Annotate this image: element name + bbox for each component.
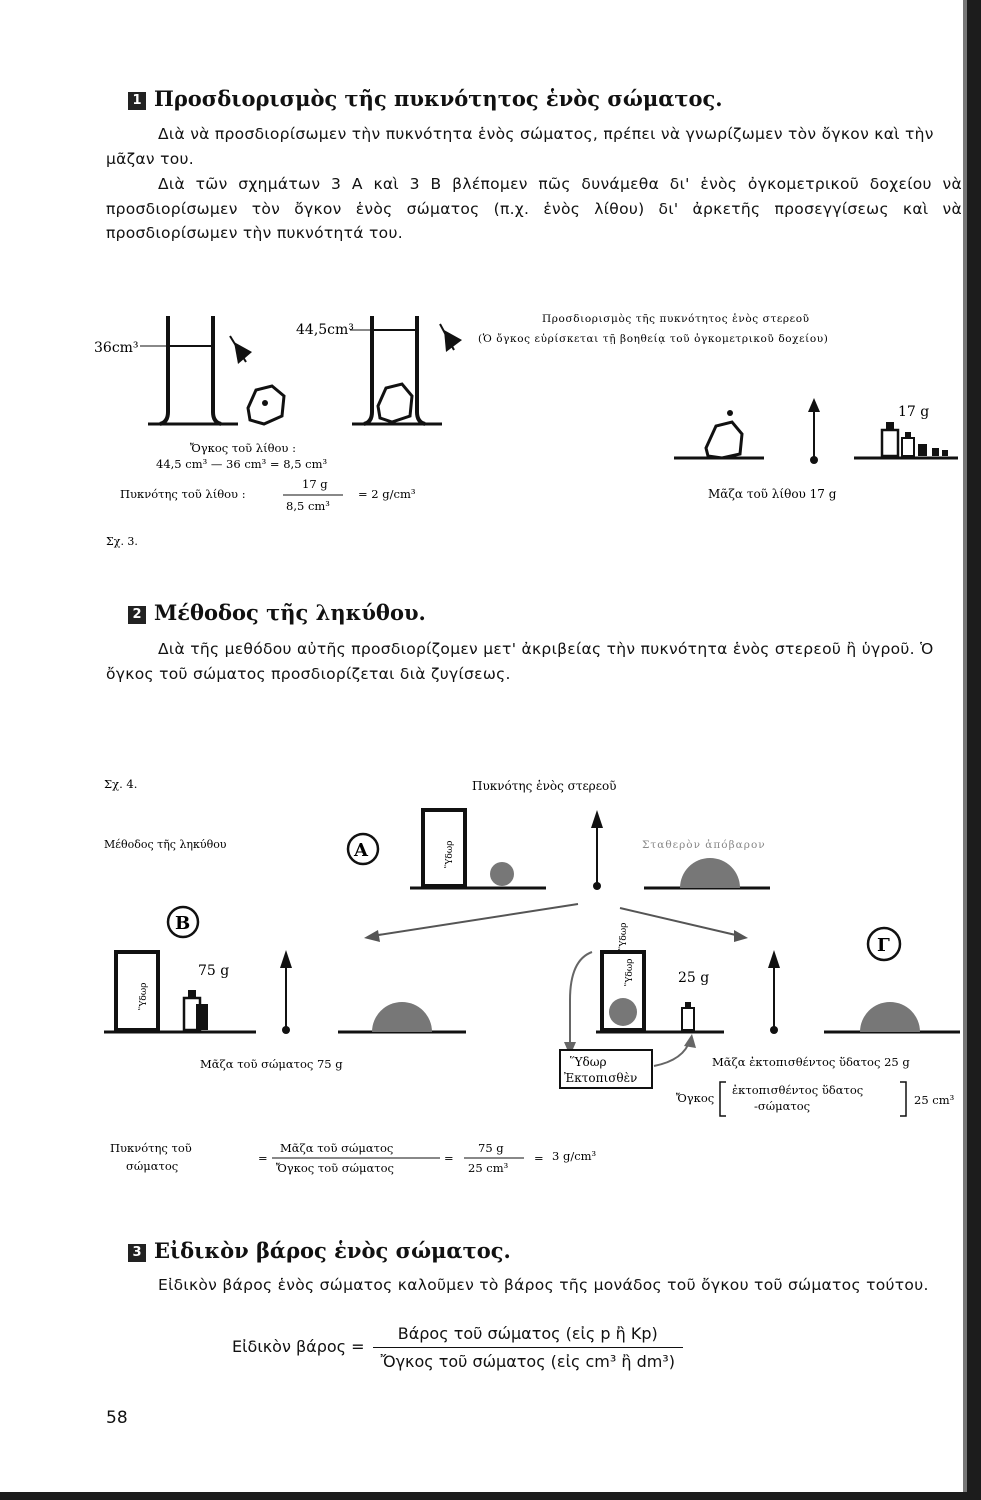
figure-3-caption-line-2: (Ὁ ὄγκος εὑρίσκεται τῇ βοηθείᾳ τοῦ ὀγκομετρικοῦ δοχείου) (478, 333, 829, 345)
measuring-cylinder-left (140, 316, 238, 424)
mass-of-body-caption: Μᾶζα τοῦ σώματος 75 g (200, 1057, 343, 1071)
scan-edge-bottom (0, 1492, 981, 1500)
scan-edge-right (967, 0, 981, 1500)
density-numerator: 17 g (302, 477, 328, 491)
density-fraction-bottom: Ὄγκος τοῦ σώματος (276, 1161, 394, 1175)
label-75g: 75 g (198, 963, 230, 979)
density-result-value: 3 g/cm³ (552, 1149, 597, 1163)
pointer-g (768, 950, 780, 1034)
density-label: Πυκνότης τοῦ λίθου : (120, 487, 246, 501)
page-number: 58 (106, 1408, 128, 1428)
figure-4-label: Σχ. 4. (104, 777, 138, 791)
volume-line-1: ἐκτοπισθέντος ὕδατος (732, 1083, 864, 1097)
stone-in-cylinder-icon (378, 384, 412, 422)
volume-value: 25 cm³ (914, 1093, 955, 1107)
arrow-to-b (364, 904, 578, 942)
weights-icon (882, 422, 948, 456)
equals-3: = (534, 1151, 544, 1165)
stone-on-pan-icon (706, 422, 742, 458)
pour-arrow-left (230, 336, 252, 364)
overflow-arrow-up (654, 1034, 696, 1066)
figure-4 (80, 760, 970, 1190)
volume-label: Ὄγκος τοῦ λίθου : (190, 441, 296, 455)
figure-4-title: Πυκνότης ἑνὸς στερεοῦ (472, 779, 617, 793)
density-label-line-2: σώματος (126, 1159, 179, 1173)
letter-a: Α (354, 840, 368, 861)
tare-pan-a (644, 858, 770, 888)
mass-displaced-caption: Μᾶζα ἐκτοπισθέντος ὕδατος 25 g (712, 1055, 910, 1069)
section-1-paragraph-1: Διὰ νὰ προσδιορίσωμεν τὴν πυκνότητα ἑνὸς σώματος, πρέπει νὰ γνωρίζωμεν τὸν ὄγκον καὶ τὴν μᾶζαν του. (106, 125, 934, 168)
section-1-number: 1 (128, 92, 146, 110)
arrow-to-g (620, 908, 748, 942)
overflow-arrow-down (564, 952, 592, 1056)
volume-word: Ὄγκος (676, 1091, 715, 1105)
density-label-line-1: Πυκνότης τοῦ (110, 1141, 192, 1155)
letter-b: Β (175, 913, 191, 934)
section-2-heading (128, 600, 426, 625)
stone-mark (262, 400, 268, 406)
figure-3 (80, 300, 960, 560)
flask-a (410, 810, 546, 888)
volume-line-2: -σώματος (754, 1099, 811, 1113)
displaced-water-line-1: Ὕδωρ (570, 1055, 607, 1069)
tare-pan-g (824, 1002, 960, 1032)
tare-pan-b (338, 1002, 466, 1032)
section-3-title: Εἰδικὸν βάρος ἑνὸς σώματος. (154, 1238, 511, 1263)
section-3-heading (128, 1238, 511, 1263)
density-denominator-value: 25 cm³ (468, 1161, 509, 1175)
equals-2: = (444, 1151, 454, 1165)
section-2-paragraph: Διὰ τῆς μεθόδου αὐτῆς προσδιορίζομεν μετ' ἀκριβείας τὴν πυκνότητα ἑνὸς στερεοῦ ἢ ὑγροῦ. Ὁ ὄγκος τοῦ σώματος προσδιορίζεται διὰ ζυγίσεως. (106, 640, 934, 683)
section-3-number: 3 (128, 1244, 146, 1262)
specific-weight-formula (232, 1322, 683, 1371)
pointer-b (280, 950, 292, 1034)
density-numerator-value: 75 g (478, 1141, 504, 1155)
density-denominator: 8,5 cm³ (286, 499, 330, 513)
section-2-number: 2 (128, 606, 146, 624)
section-1-paragraph-2: Διὰ τῶν σχημάτων 3 Α καὶ 3 Β βλέπομεν πῶς δυνάμεθα δι' ἑνὸς ὀγκομετρικοῦ δοχείου νὰ προσδιορίσωμεν τὸν ὄγκον ἑνὸς σώματος (π.χ. ἑνὸς λίθου) δι' ἀρκετῆς προσεγγίσεως καὶ νὰ προσδιορίσωμεν τὴν πυκνότητά του. (106, 175, 962, 242)
bracket-right (900, 1082, 906, 1116)
label-17g: 17 g (898, 404, 930, 420)
formula-label: Εἰδικὸν βάρος = (232, 1337, 365, 1356)
formula-fraction (373, 1322, 683, 1371)
flask-b (104, 952, 256, 1032)
displaced-water-line-2: Ἐκτοπισθὲν (564, 1071, 638, 1085)
label-25g: 25 g (678, 970, 710, 986)
label-44-5cm3: 44,5cm³ (296, 322, 354, 338)
density-result: = 2 g/cm³ (358, 487, 416, 501)
equals-1: = (258, 1151, 268, 1165)
bracket-left (720, 1082, 726, 1116)
pointer-a (591, 810, 603, 890)
label-36cm3: 36cm³ (94, 340, 139, 356)
fixed-tare-label: Σταθερὸν ἀπόβαρον (642, 839, 766, 851)
method-label: Μέθοδος τῆς ληκύθου (104, 838, 227, 851)
flask-g-top-label: Ὕδωρ (619, 922, 629, 950)
section-1-title: Προσδιορισμὸς τῆς πυκνότητος ἑνὸς σώματος. (154, 86, 723, 111)
mass-caption: Μᾶζα τοῦ λίθου 17 g (708, 487, 837, 501)
letter-g: Γ (877, 935, 890, 956)
density-fraction-top: Μᾶζα τοῦ σώματος (280, 1141, 394, 1155)
figure-3-label: Σχ. 3. (106, 535, 138, 548)
volume-calculation: 44,5 cm³ — 36 cm³ = 8,5 cm³ (156, 457, 328, 471)
flask-a-water-label: Ὕδωρ (445, 840, 455, 868)
section-3-paragraph: Εἰδικὸν βάρος ἑνὸς σώματος καλοῦμεν τὸ βάρος τῆς μονάδος τοῦ ὄγκου τοῦ σώματος τούτου. (158, 1276, 929, 1294)
section-1-heading (128, 86, 723, 111)
flask-b-water-label: Ὕδωρ (139, 982, 149, 1010)
section-2-title: Μέθοδος τῆς ληκύθου. (154, 600, 426, 625)
pour-arrow-right (440, 324, 462, 352)
formula-numerator: Βάρος τοῦ σώματος (εἰς p ἢ Kp) (373, 1322, 683, 1348)
flask-g (596, 952, 724, 1032)
flask-g-water-label: Ὕδωρ (625, 958, 635, 986)
formula-denominator: Ὄγκος τοῦ σώματος (εἰς cm³ ἢ dm³) (380, 1352, 675, 1371)
figure-3-caption-line-1: Προσδιορισμὸς τῆς πυκνότητος ἑνὸς στερεοῦ (542, 313, 810, 325)
